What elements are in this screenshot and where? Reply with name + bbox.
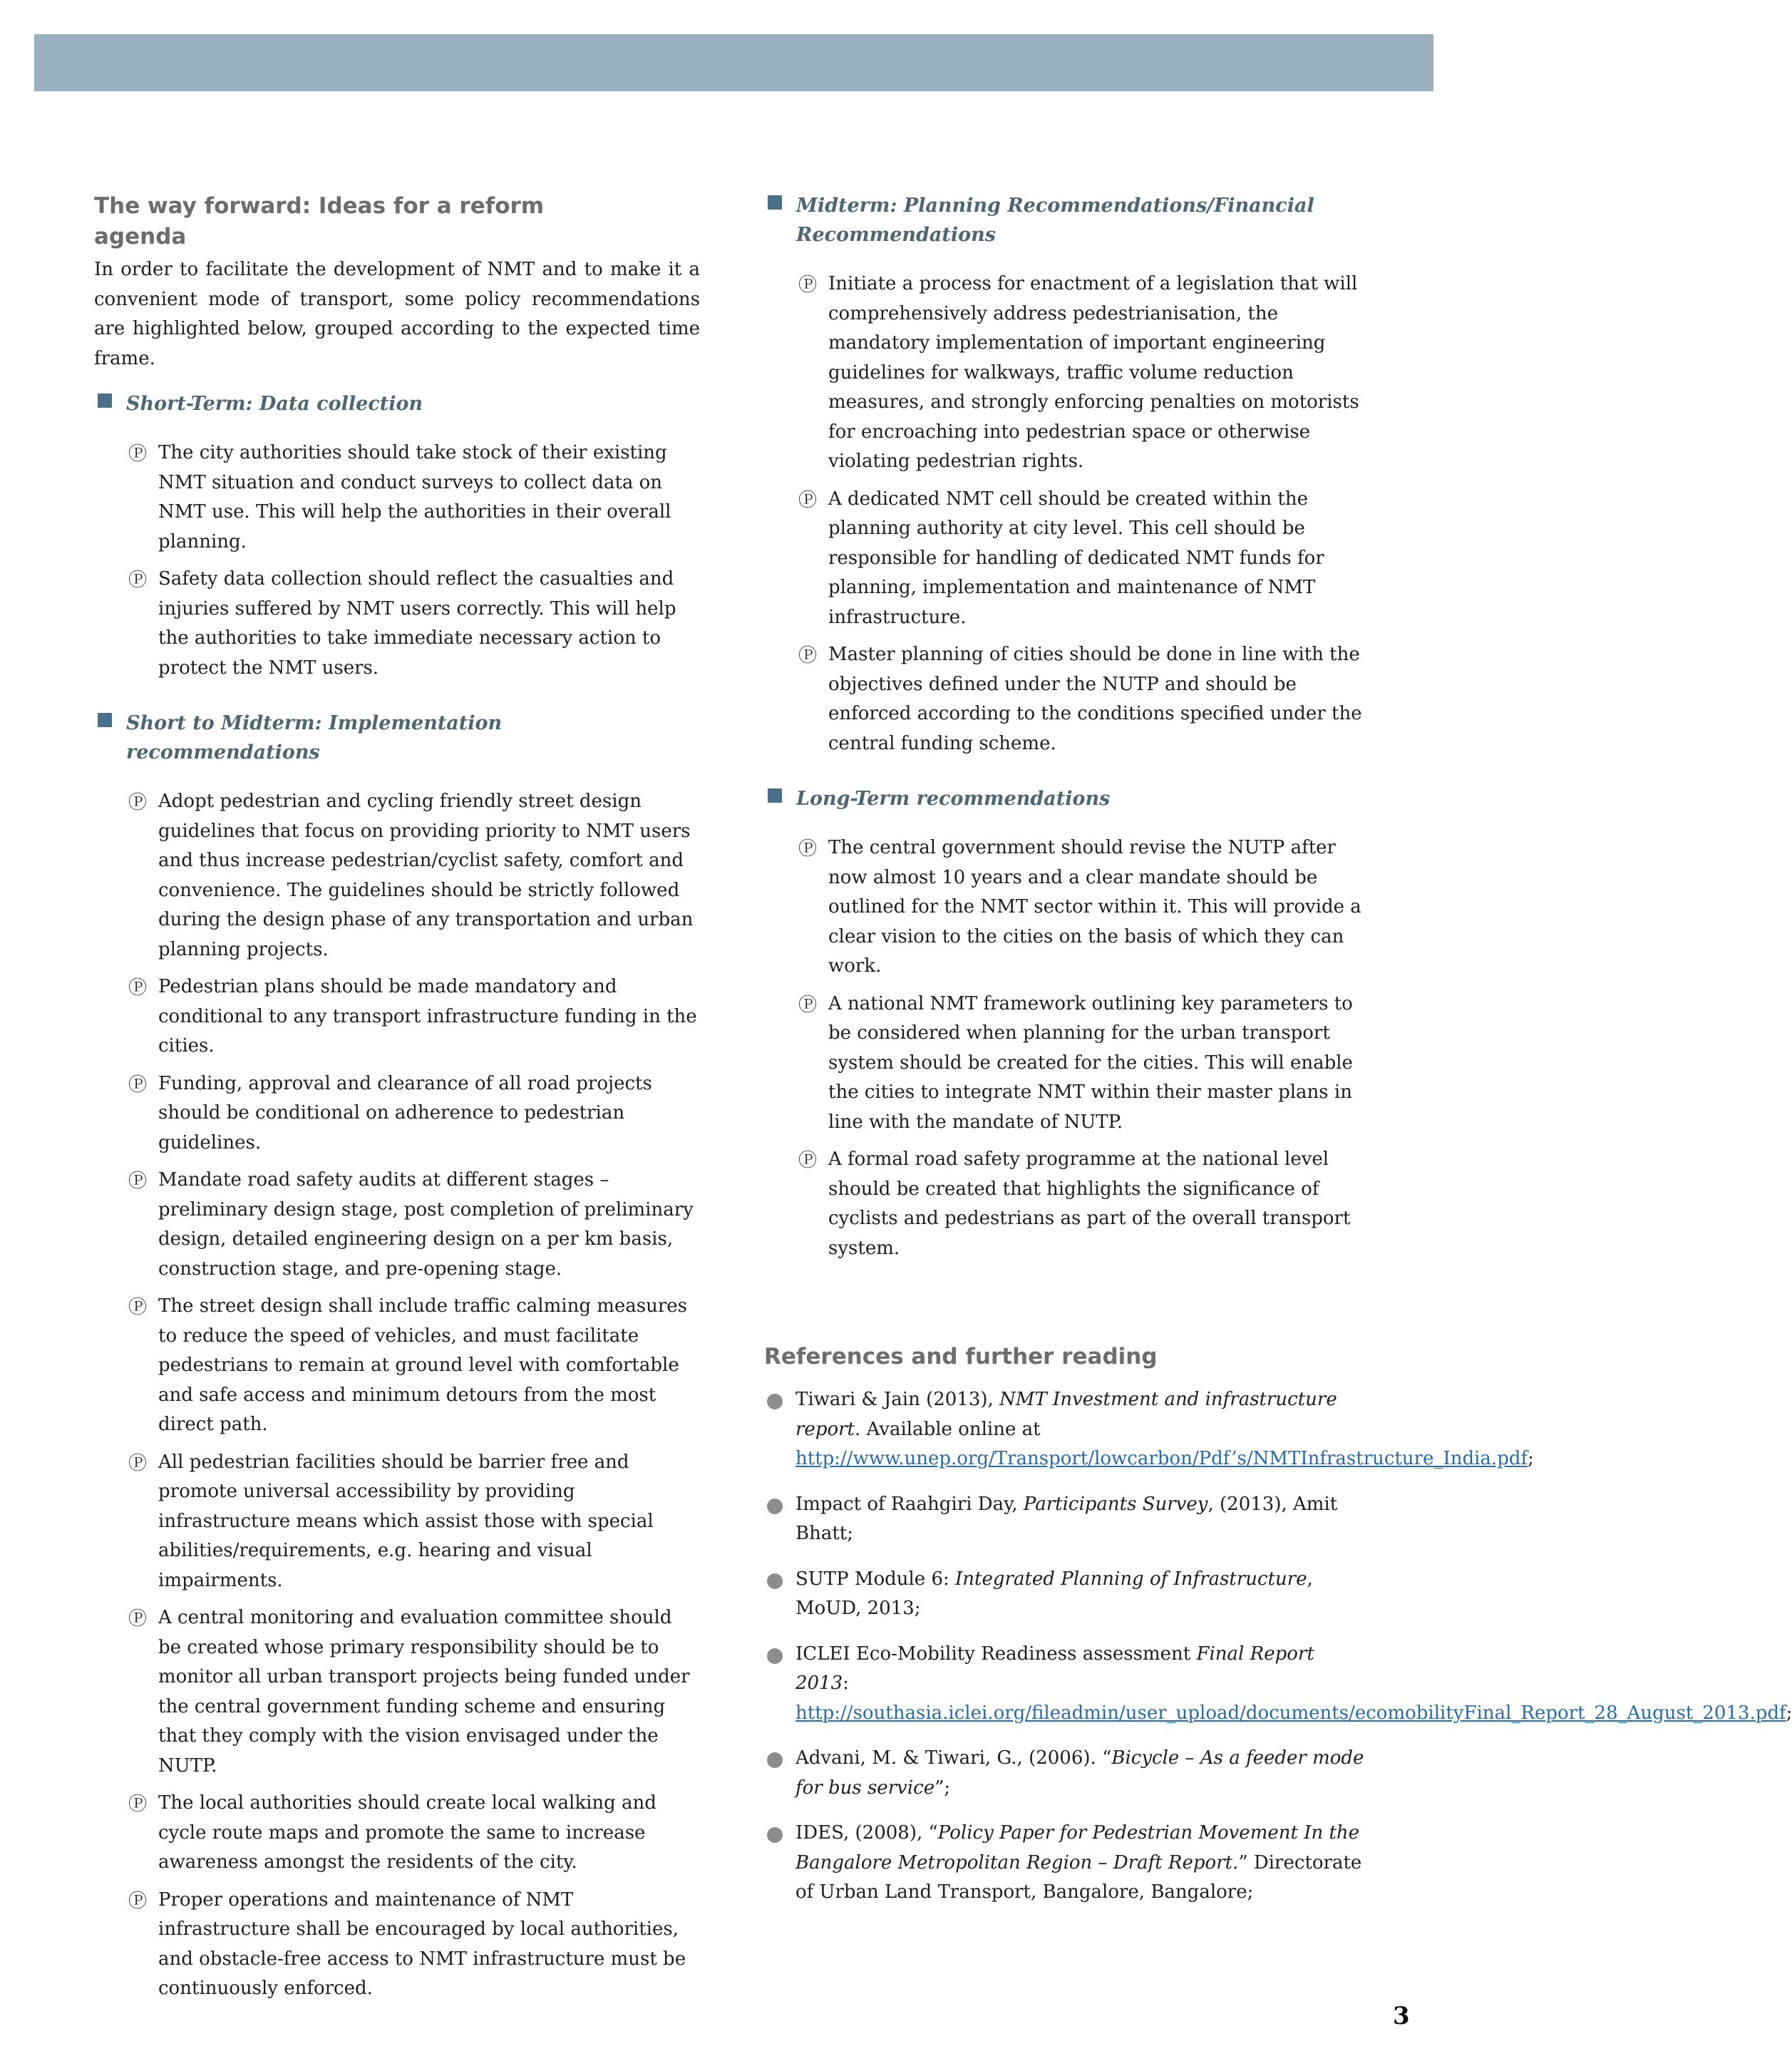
intro-paragraph: In order to facilitate the development of NMT and to make it a convenient mode of transport, some policy recommendations are highlighted below, grouped according to the expected time frame. <box>94 259 700 369</box>
round-bullet-icon <box>767 1752 783 1768</box>
list-item: Ⓟ Proper operations and maintenance of NMT infrastructure shall be encouraged by local authorities, and obstacle-free access to NMT infrastructure must be continuously enforced. <box>94 1886 700 2004</box>
circled-p-icon: Ⓟ <box>128 1171 148 1192</box>
recommendation-list-short-term <box>94 438 700 683</box>
circled-p-icon: Ⓟ <box>798 645 818 667</box>
reference-item: ICLEI Eco-Mobility Readiness assessment Final Report 2013: http://southasia.iclei.org/fileadmin/user_upload/documents/ecomobilityFinal_Report_28_August_2013.pdf; <box>764 1640 1370 1729</box>
circled-p-icon: Ⓟ <box>128 1608 148 1630</box>
reference-link[interactable]: http://southasia.iclei.org/fileadmin/user_upload/documents/ecomobilityFinal_Report_28_August_2013.pdf <box>795 1702 1786 1724</box>
list-item: Ⓟ Initiate a process for enactment of a legislation that will comprehensively address pedestrianisation, the mandatory implementation of important engineering guidelines for walkways, traffic volume reduction measures, and strongly enforcing penalties on motorists for encroaching into pedestrian space or otherwise violating pedestrian rights. <box>764 269 1370 477</box>
list-item: Ⓟ Adopt pedestrian and cycling friendly street design guidelines that focus on providing priority to NMT users and thus increase pedestrian/cyclist safety, comfort and convenience. The guidelines should be strictly followed during the design phase of any transportation and urban planning projects. <box>94 787 700 965</box>
reference-item: SUTP Module 6: Integrated Planning of Infrastructure, MoUD, 2013; <box>764 1565 1370 1624</box>
list-item: Ⓟ Mandate road safety audits at different stages – preliminary design stage, post completion of preliminary design, detailed engineering design on a per km basis, construction stage, and pre-opening stage. <box>94 1166 700 1284</box>
left-column <box>94 191 700 2012</box>
circled-p-icon: Ⓟ <box>128 1452 148 1474</box>
list-item: Ⓟ A national NMT framework outlining key parameters to be considered when planning for the urban transport system should be created for the cities. This will enable the cities to integrate NMT within their master plans in line with the mandate of NUTP. <box>764 990 1370 1138</box>
list-item: Ⓟ Safety data collection should reflect the casualties and injuries suffered by NMT users correctly. This will help the authorities to take immediate necessary action to protect the NMT users. <box>94 565 700 683</box>
reference-link[interactable]: http://www.unep.org/Transport/lowcarbon/Pdf’s/NMTInfrastructure_India.pdf <box>795 1448 1528 1469</box>
list-item: Ⓟ A central monitoring and evaluation committee should be created whose primary responsibility should be to monitor all urban transport projects being funded under the central government funding scheme and ensuring that they comply with the vision envisaged under the NUTP. <box>94 1603 700 1781</box>
square-bullet-icon <box>98 713 112 727</box>
list-item: Ⓟ Master planning of cities should be done in line with the objectives defined under the NUTP and should be enforced according to the conditions specified under the central funding scheme. <box>764 640 1370 759</box>
square-bullet-icon <box>768 788 782 803</box>
references-list <box>764 1385 1792 1908</box>
section-title: Midterm: Planning Recommendations/Financial Recommendations <box>796 195 1314 246</box>
circled-p-icon: Ⓟ <box>798 274 818 296</box>
recommendation-list-long-term <box>764 833 1370 1263</box>
circled-p-icon: Ⓟ <box>798 489 818 511</box>
list-item: Ⓟ The street design shall include traffic calming measures to reduce the speed of vehicles, and must facilitate pedestrians to remain at ground level with comfortable and safe access and minimum detours from the most direct path. <box>94 1292 700 1440</box>
round-bullet-icon <box>767 1394 783 1409</box>
section-header-short-to-midterm <box>94 709 700 767</box>
right-column <box>764 191 1792 1923</box>
header-bar <box>34 34 1433 91</box>
list-item: Ⓟ A formal road safety programme at the national level should be created that highlights the significance of cyclists and pedestrians as part of the overall transport system. <box>764 1145 1370 1263</box>
circled-p-icon: Ⓟ <box>798 838 818 860</box>
section-header-short-term <box>94 389 700 418</box>
reference-item: Tiwari & Jain (2013), NMT Investment and infrastructure report. Available online at http://www.unep.org/Transport/lowcarbon/Pdf’s/NMTInfrastructure_India.pdf; <box>764 1385 1370 1474</box>
circled-p-icon: Ⓟ <box>798 994 818 1016</box>
list-item: Ⓟ Pedestrian plans should be made mandatory and conditional to any transport infrastructure funding in the cities. <box>94 972 700 1062</box>
round-bullet-icon <box>767 1499 783 1514</box>
round-bullet-icon <box>767 1827 783 1843</box>
round-bullet-icon <box>767 1648 783 1664</box>
reference-item: Impact of Raahgiri Day, Participants Survey, (2013), Amit Bhatt; <box>764 1490 1370 1549</box>
list-item: Ⓟ The local authorities should create local walking and cycle route maps and promote the same to increase awareness amongst the residents of the city. <box>94 1789 700 1878</box>
square-bullet-icon <box>98 394 112 408</box>
recommendation-list-implementation <box>94 787 700 2004</box>
section-title: Short to Midterm: Implementation recommendations <box>126 712 503 764</box>
circled-p-icon: Ⓟ <box>128 1074 148 1096</box>
list-item: Ⓟ Funding, approval and clearance of all road projects should be conditional on adherence to pedestrian guidelines. <box>94 1069 700 1158</box>
circled-p-icon: Ⓟ <box>128 977 148 999</box>
list-item: Ⓟ The city authorities should take stock of their existing NMT situation and conduct surveys to collect data on NMT use. This will help the authorities in their overall planning. <box>94 438 700 557</box>
circled-p-icon: Ⓟ <box>128 443 148 465</box>
circled-p-icon: Ⓟ <box>128 1297 148 1318</box>
circled-p-icon: Ⓟ <box>128 1890 148 1912</box>
page-number: 3 <box>1393 2002 1410 2030</box>
list-item: Ⓟ The central government should revise the NUTP after now almost 10 years and a clear mandate should be outlined for the NMT sector within it. This will provide a clear vision to the cities on the basis of which they can work. <box>764 833 1370 982</box>
references-heading: References and further reading <box>764 1344 1158 1369</box>
circled-p-icon: Ⓟ <box>128 1794 148 1815</box>
recommendation-list-midterm <box>764 269 1370 759</box>
square-bullet-icon <box>768 195 782 210</box>
circled-p-icon: Ⓟ <box>798 1150 818 1171</box>
list-item: Ⓟ A dedicated NMT cell should be created within the planning authority at city level. This cell should be responsible for handling of dedicated NMT funds for planning, implementation and maintenance of NMT infrastructure. <box>764 485 1370 633</box>
circled-p-icon: Ⓟ <box>128 570 148 591</box>
section-heading-way-forward: The way forward: Ideas for a reform agenda <box>94 193 545 250</box>
section-header-midterm <box>764 191 1370 250</box>
section-title: Short-Term: Data collection <box>126 393 423 415</box>
reference-item: Advani, M. & Tiwari, G., (2006). “Bicycle – As a feeder mode for bus service”; <box>764 1744 1370 1803</box>
reference-item: IDES, (2008), “Policy Paper for Pedestrian Movement In the Bangalore Metropolitan Region – Draft Report.” Directorate of Urban Land Transport, Bangalore, Bangalore; <box>764 1819 1370 1908</box>
list-item: Ⓟ All pedestrian facilities should be barrier free and promote universal accessibility by providing infrastructure means which assist those with special abilities/requirements, e.g. hearing and visual impairments. <box>94 1448 700 1596</box>
round-bullet-icon <box>767 1573 783 1589</box>
section-title: Long-Term recommendations <box>796 788 1111 810</box>
section-header-long-term <box>764 784 1370 813</box>
circled-p-icon: Ⓟ <box>128 792 148 813</box>
